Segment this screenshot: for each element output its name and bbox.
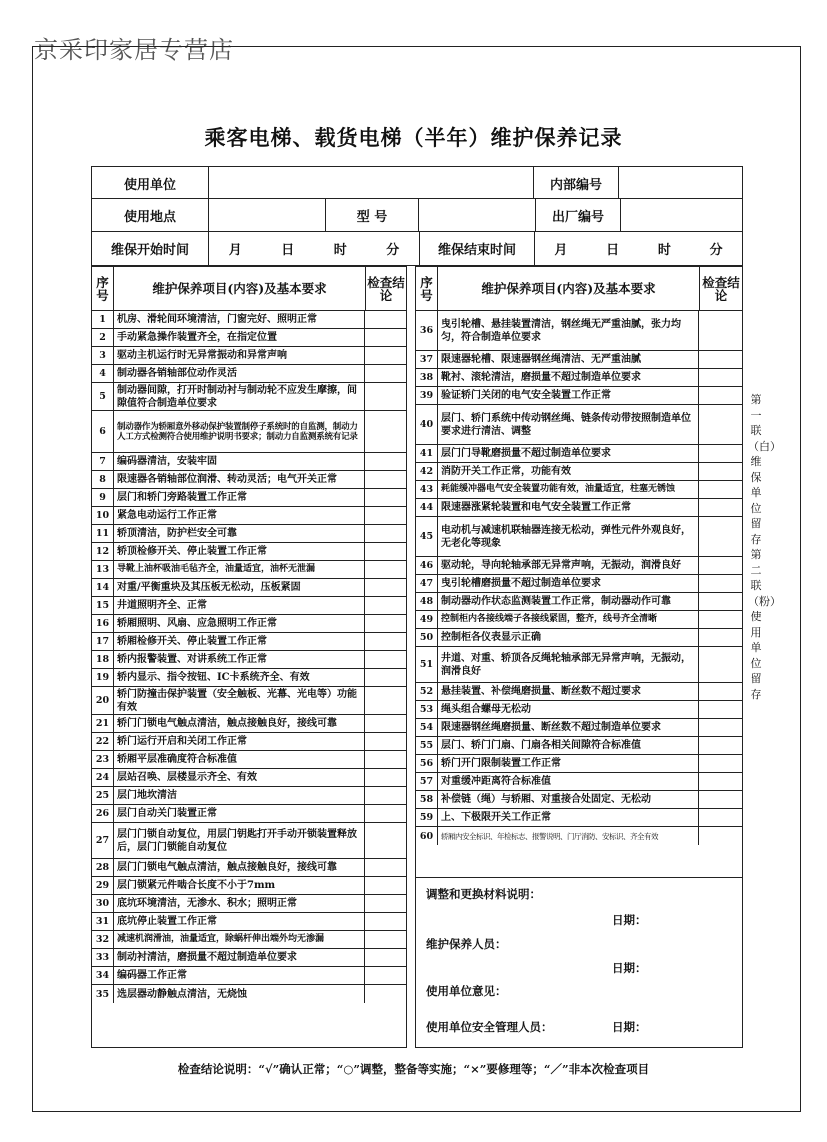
row-number: 56 — [416, 755, 438, 772]
row-item: 轿顶检修开关、停止装置工作正常 — [114, 543, 365, 560]
row-result-cell[interactable] — [365, 561, 406, 578]
row-number: 27 — [92, 823, 114, 858]
left-rows — [92, 311, 406, 1003]
row-item: 制动衬清洁，磨损量不超过制造单位要求 — [114, 949, 365, 966]
th-item-right: 维护保养项目(内容)及基本要求 — [438, 267, 700, 310]
row-result-cell[interactable] — [365, 895, 406, 912]
label-end-time: 维保结束时间 — [420, 232, 535, 265]
row-item: 轿厢照明、风扇、应急照明工作正常 — [114, 615, 365, 632]
row-item: 补偿链（绳）与轿厢、对重接合处固定、无松动 — [438, 791, 699, 808]
row-number: 25 — [92, 787, 114, 804]
table-row — [416, 387, 742, 405]
row-result-cell[interactable] — [365, 365, 406, 382]
row-number: 60 — [416, 827, 438, 845]
row-number: 40 — [416, 405, 438, 444]
row-number: 6 — [92, 411, 114, 452]
start-hour: 时 — [333, 243, 347, 258]
row-result-cell[interactable] — [365, 913, 406, 930]
row-item: 驱动主机运行时无异常振动和异常声响 — [114, 347, 365, 364]
end-month: 月 — [554, 243, 568, 258]
table-row — [92, 967, 406, 985]
row-result-cell[interactable] — [699, 701, 742, 718]
row-item: 控制柜内各接线端子各接线紧固，整齐，线号齐全清晰 — [438, 611, 699, 628]
row-item: 层门门锁电气触点清洁，触点接触良好，接线可靠 — [114, 859, 365, 876]
row-item: 选层器动静触点清洁，无烧蚀 — [114, 985, 365, 1003]
row-number: 23 — [92, 751, 114, 768]
row-number: 28 — [92, 859, 114, 876]
table-row — [92, 525, 406, 543]
row-result-cell[interactable] — [699, 311, 742, 350]
table-row — [92, 985, 406, 1003]
th-no: 序号 — [92, 267, 114, 310]
row-item: 限速器钢丝绳磨损量、断丝数不超过制造单位要求 — [438, 719, 699, 736]
row-item: 轿厢平层准确度符合标准值 — [114, 751, 365, 768]
row-number: 16 — [92, 615, 114, 632]
row-result-cell[interactable] — [699, 369, 742, 386]
row-number: 29 — [92, 877, 114, 894]
table-row — [92, 877, 406, 895]
row-result-cell[interactable] — [699, 809, 742, 826]
copy-side-note: 第一联（白）维保单位留存 第二联（粉）使用单位留存 — [748, 393, 781, 701]
table-row — [92, 633, 406, 651]
table-row — [92, 507, 406, 525]
table-row — [92, 859, 406, 877]
row-number: 24 — [92, 769, 114, 786]
row-number: 39 — [416, 387, 438, 404]
row-result-cell[interactable] — [365, 615, 406, 632]
row-result-cell[interactable] — [699, 791, 742, 808]
row-number: 5 — [92, 383, 114, 410]
row-number: 41 — [416, 445, 438, 462]
table-row — [92, 471, 406, 489]
row-result-cell[interactable] — [365, 579, 406, 596]
table-row — [416, 809, 742, 827]
table-row — [92, 597, 406, 615]
row-number: 9 — [92, 489, 114, 506]
row-item: 驱动轮，导向轮轴承部无异常声响，无振动，润滑良好 — [438, 557, 699, 574]
label-model: 型 号 — [356, 210, 388, 225]
end-minute: 分 — [709, 243, 723, 258]
row-result-cell[interactable] — [365, 985, 406, 1003]
row-number: 49 — [416, 611, 438, 628]
row-result-cell[interactable] — [365, 411, 406, 452]
notes-section — [416, 877, 742, 1048]
label-use-unit: 使用单位 — [92, 167, 209, 199]
row-result-cell[interactable] — [699, 827, 742, 845]
table-row — [92, 733, 406, 751]
row-result-cell[interactable] — [699, 611, 742, 628]
row-number: 46 — [416, 557, 438, 574]
row-number: 58 — [416, 791, 438, 808]
row-number: 57 — [416, 773, 438, 790]
table-row — [416, 593, 742, 611]
row-item: 井道照明齐全、正常 — [114, 597, 365, 614]
page-title: 乘客电梯、载货电梯（半年）维护保养记录 — [204, 125, 623, 150]
row-number: 7 — [92, 453, 114, 470]
row-number: 51 — [416, 647, 438, 682]
table-row — [92, 769, 406, 787]
row-result-cell[interactable] — [365, 489, 406, 506]
end-hour: 时 — [657, 243, 671, 258]
row-result-cell[interactable] — [365, 687, 406, 714]
table-row — [416, 463, 742, 481]
table-row — [416, 481, 742, 499]
table-row — [92, 669, 406, 687]
field-start-time[interactable] — [209, 232, 420, 265]
row-result-cell[interactable] — [365, 597, 406, 614]
row-result-cell[interactable] — [699, 463, 742, 480]
table-row — [416, 719, 742, 737]
row-result-cell[interactable] — [365, 859, 406, 876]
row-result-cell[interactable] — [699, 557, 742, 574]
row-number: 35 — [92, 985, 114, 1003]
table-row — [416, 517, 742, 557]
row-number: 19 — [92, 669, 114, 686]
row-number: 33 — [92, 949, 114, 966]
table-row — [92, 411, 406, 453]
row-item: 对重/平衡重块及其压板无松动，压板紧固 — [114, 579, 365, 596]
row-item: 限速器轮槽、限速器钢丝绳清洁、无严重油腻 — [438, 351, 699, 368]
row-item: 轿厢检修开关、停止装置工作正常 — [114, 633, 365, 650]
row-item: 层门、轿门系统中传动钢丝绳、链条传动带按照制造单位要求进行清洁、调整 — [438, 405, 699, 444]
table-row — [92, 489, 406, 507]
row-item: 轿厢内安全标识、年检标志、报警说明、门厅消防、安标识、齐全有效 — [438, 827, 699, 845]
row-item: 层门地坎清洁 — [114, 787, 365, 804]
table-row — [92, 329, 406, 347]
row-result-cell[interactable] — [699, 629, 742, 646]
row-item: 限速器各销轴部位润滑、转动灵活；电气开关正常 — [114, 471, 365, 488]
row-result-cell[interactable] — [365, 525, 406, 542]
row-number: 52 — [416, 683, 438, 700]
row-number: 54 — [416, 719, 438, 736]
row-item: 轿门防撞击保护装置（安全触板、光幕、光电等）功能有效 — [114, 687, 365, 714]
row-result-cell[interactable] — [365, 669, 406, 686]
row-item: 限速器涨紧轮装置和电气安全装置工作正常 — [438, 499, 699, 516]
row-result-cell[interactable] — [699, 575, 742, 592]
table-row — [416, 405, 742, 445]
row-number: 45 — [416, 517, 438, 556]
row-result-cell[interactable] — [365, 651, 406, 668]
field-internal-no[interactable] — [619, 167, 742, 199]
table-row — [92, 895, 406, 913]
table-row — [92, 579, 406, 597]
field-end-time[interactable] — [535, 232, 742, 265]
row-number: 18 — [92, 651, 114, 668]
end-day: 日 — [606, 243, 620, 258]
adjust-label: 调整和更换材料说明： — [426, 887, 541, 901]
row-item: 电动机与减速机联轴器连接无松动，弹性元件外观良好，无老化等现象 — [438, 517, 699, 556]
table-row — [416, 827, 742, 845]
start-month: 月 — [228, 243, 242, 258]
table-row — [92, 347, 406, 365]
table-row — [416, 737, 742, 755]
row-number: 17 — [92, 633, 114, 650]
field-factory-no[interactable] — [621, 199, 742, 232]
table-row — [416, 611, 742, 629]
table-row — [92, 561, 406, 579]
row-result-cell[interactable] — [365, 507, 406, 524]
th-item: 维护保养项目(内容)及基本要求 — [114, 267, 366, 310]
table-row — [92, 615, 406, 633]
table-row — [416, 369, 742, 387]
table-row — [92, 931, 406, 949]
row-result-cell[interactable] — [699, 683, 742, 700]
table-row — [92, 383, 406, 411]
row-result-cell[interactable] — [365, 633, 406, 650]
table-row — [416, 755, 742, 773]
table-row — [416, 647, 742, 683]
row-item: 控制柜各仪表显示正确 — [438, 629, 699, 646]
row-item: 编码器清洁，安装牢固 — [114, 453, 365, 470]
row-number: 12 — [92, 543, 114, 560]
table-row — [416, 629, 742, 647]
row-result-cell[interactable] — [365, 769, 406, 786]
row-result-cell[interactable] — [699, 481, 742, 498]
row-number: 47 — [416, 575, 438, 592]
row-number: 10 — [92, 507, 114, 524]
row-item: 层站召唤、层楼显示齐全、有效 — [114, 769, 365, 786]
row-item: 层门、轿门门扇、门扇各相关间隙符合标准值 — [438, 737, 699, 754]
row-item: 层门门导靴磨损量不超过制造单位要求 — [438, 445, 699, 462]
row-item: 悬挂装置、补偿绳磨损量、断丝数不超过要求 — [438, 683, 699, 700]
row-number: 43 — [416, 481, 438, 498]
table-row — [92, 543, 406, 561]
table-row — [92, 913, 406, 931]
row-item: 轿门开门限制装置工作正常 — [438, 755, 699, 772]
row-number: 50 — [416, 629, 438, 646]
row-item: 紧急电动运行工作正常 — [114, 507, 365, 524]
row-number: 20 — [92, 687, 114, 714]
row-result-cell[interactable] — [699, 517, 742, 556]
row-result-cell[interactable] — [365, 715, 406, 732]
row-item: 轿门门锁电气触点清洁，触点接触良好，接线可靠 — [114, 715, 365, 732]
table-row — [92, 687, 406, 715]
row-item: 编码器工作正常 — [114, 967, 365, 984]
adjust-date: 日期： — [612, 913, 647, 927]
row-result-cell[interactable] — [365, 471, 406, 488]
row-number: 30 — [92, 895, 114, 912]
staff-label: 维护保养人员： — [426, 937, 507, 951]
row-item: 消防开关工作正常，功能有效 — [438, 463, 699, 480]
row-item: 对重缓冲距离符合标准值 — [438, 773, 699, 790]
row-item: 层门锁紧元件啮合长度不小于7mm — [114, 877, 365, 894]
row-number: 34 — [92, 967, 114, 984]
row-result-cell[interactable] — [365, 383, 406, 410]
row-number: 55 — [416, 737, 438, 754]
row-result-cell[interactable] — [699, 593, 742, 610]
table-row — [92, 651, 406, 669]
row-result-cell[interactable] — [365, 877, 406, 894]
safety-label: 使用单位安全管理人员： — [426, 1020, 553, 1034]
row-result-cell[interactable] — [699, 405, 742, 444]
row-result-cell[interactable] — [699, 351, 742, 368]
th-no-right: 序号 — [416, 267, 438, 310]
row-item: 上、下极限开关工作正常 — [438, 809, 699, 826]
table-row — [92, 949, 406, 967]
row-result-cell[interactable] — [365, 347, 406, 364]
table-row — [416, 311, 742, 351]
table-row — [416, 773, 742, 791]
table-row — [92, 787, 406, 805]
field-use-unit[interactable] — [209, 167, 534, 199]
row-result-cell[interactable] — [365, 543, 406, 560]
row-item: 层门和轿门旁路装置工作正常 — [114, 489, 365, 506]
legend: 检查结论说明：“√”确认正常；“○”调整，整备等实施；“×”要修理等；“／”非本次检查项目 — [177, 1062, 650, 1076]
row-item: 层门自动关门装置正常 — [114, 805, 365, 822]
row-number: 8 — [92, 471, 114, 488]
row-item: 井道、对重、轿顶各反绳轮轴承部无异常声响，无振动，润滑良好 — [438, 647, 699, 682]
row-result-cell[interactable] — [365, 311, 406, 328]
table-row — [416, 351, 742, 369]
row-result-cell[interactable] — [365, 329, 406, 346]
row-number: 44 — [416, 499, 438, 516]
label-start-time: 维保开始时间 — [92, 232, 209, 265]
row-item: 验证轿门关闭的电气安全装置工作正常 — [438, 387, 699, 404]
row-result-cell[interactable] — [699, 647, 742, 682]
row-item: 靴衬、滚轮清洁，磨损量不超过制造单位要求 — [438, 369, 699, 386]
th-result-right: 检查结论 — [702, 274, 740, 303]
table-row — [92, 751, 406, 769]
row-item: 制动器各销轴部位动作灵活 — [114, 365, 365, 382]
row-number: 48 — [416, 593, 438, 610]
table-row — [416, 499, 742, 517]
field-use-location[interactable] — [209, 199, 326, 232]
row-item: 制动器动作状态监测装置工作正常，制动器动作可靠 — [438, 593, 699, 610]
row-number: 11 — [92, 525, 114, 542]
row-item: 轿门运行开启和关闭工作正常 — [114, 733, 365, 750]
label-internal-no: 内部编号 — [534, 167, 619, 199]
label-factory-no: 出厂编号 — [536, 199, 621, 232]
watermark: 京采印家居专营店 — [34, 36, 234, 64]
row-number: 1 — [92, 311, 114, 328]
row-item: 耗能缓冲器电气安全装置功能有效，油量适宜，柱塞无锈蚀 — [438, 481, 699, 498]
row-number: 15 — [92, 597, 114, 614]
start-day: 日 — [281, 243, 295, 258]
table-row — [92, 365, 406, 383]
checklist — [91, 266, 741, 1046]
th-result: 检查结论 — [367, 274, 405, 303]
row-number: 4 — [92, 365, 114, 382]
row-number: 3 — [92, 347, 114, 364]
row-item: 轿内显示、指令按钮、IC卡系统齐全、有效 — [114, 669, 365, 686]
row-result-cell[interactable] — [699, 387, 742, 404]
row-result-cell[interactable] — [699, 755, 742, 772]
row-number: 36 — [416, 311, 438, 350]
row-number: 38 — [416, 369, 438, 386]
row-item: 轿内报警装置、对讲系统工作正常 — [114, 651, 365, 668]
row-item: 绳头组合螺母无松动 — [438, 701, 699, 718]
row-result-cell[interactable] — [699, 773, 742, 790]
row-item: 层门门锁自动复位，用层门钥匙打开手动开锁装置释放后，层门门锁能自动复位 — [114, 823, 365, 858]
header-table — [91, 166, 741, 265]
row-number: 22 — [92, 733, 114, 750]
left-column — [91, 266, 407, 1048]
row-result-cell[interactable] — [365, 823, 406, 858]
row-result-cell[interactable] — [365, 805, 406, 822]
row-result-cell[interactable] — [365, 733, 406, 750]
row-item: 手动紧急操作装置齐全，在指定位置 — [114, 329, 365, 346]
row-result-cell[interactable] — [699, 719, 742, 736]
table-row — [416, 701, 742, 719]
table-row — [416, 791, 742, 809]
table-row — [416, 445, 742, 463]
field-model[interactable] — [418, 199, 536, 232]
right-column — [415, 266, 743, 1048]
row-number: 32 — [92, 931, 114, 948]
row-result-cell[interactable] — [365, 931, 406, 948]
row-item: 制动器作为轿厢意外移动保护装置制停子系统时的自监测，制动力人工方式检测符合使用维护说明书要求；制动力自监测系统有记录 — [114, 411, 365, 452]
row-number: 37 — [416, 351, 438, 368]
table-row — [416, 557, 742, 575]
table-row — [92, 453, 406, 471]
row-item: 曳引轮槽、悬挂装置清洁，钢丝绳无严重油腻，张力均匀，符合制造单位要求 — [438, 311, 699, 350]
row-number: 21 — [92, 715, 114, 732]
label-use-location: 使用地点 — [92, 199, 209, 232]
row-number: 59 — [416, 809, 438, 826]
row-item: 底坑停止装置工作正常 — [114, 913, 365, 930]
row-result-cell[interactable] — [699, 737, 742, 754]
table-row — [416, 683, 742, 701]
row-number: 53 — [416, 701, 438, 718]
row-item: 曳引轮槽磨损量不超过制造单位要求 — [438, 575, 699, 592]
row-result-cell[interactable] — [365, 751, 406, 768]
start-minute: 分 — [386, 243, 400, 258]
row-result-cell[interactable] — [365, 453, 406, 470]
row-item: 制动器间隙，打开时制动衬与制动轮不应发生摩擦，间隙值符合制造单位要求 — [114, 383, 365, 410]
opinion-label: 使用单位意见： — [426, 984, 507, 998]
row-result-cell[interactable] — [699, 499, 742, 516]
right-rows — [416, 311, 742, 845]
table-row — [92, 823, 406, 859]
row-item: 底坑环境清洁，无渗水、积水；照明正常 — [114, 895, 365, 912]
row-number: 42 — [416, 463, 438, 480]
table-row — [92, 805, 406, 823]
row-result-cell[interactable] — [699, 445, 742, 462]
row-item: 机房、滑轮间环境清洁，门窗完好、照明正常 — [114, 311, 365, 328]
row-number: 13 — [92, 561, 114, 578]
safety-date: 日期： — [612, 1020, 647, 1034]
row-item: 轿顶清洁，防护栏安全可靠 — [114, 525, 365, 542]
row-item: 减速机润滑油，油量适宜，除蜗杆伸出端外均无渗漏 — [114, 931, 365, 948]
row-number: 14 — [92, 579, 114, 596]
row-result-cell[interactable] — [365, 967, 406, 984]
row-number: 31 — [92, 913, 114, 930]
table-row — [92, 715, 406, 733]
staff-date: 日期： — [612, 961, 647, 975]
row-result-cell[interactable] — [365, 949, 406, 966]
row-item: 导靴上油杯吸油毛毡齐全，油量适宜，油杯无泄漏 — [114, 561, 365, 578]
table-row — [92, 311, 406, 329]
row-number: 2 — [92, 329, 114, 346]
table-row — [416, 575, 742, 593]
row-number: 26 — [92, 805, 114, 822]
row-result-cell[interactable] — [365, 787, 406, 804]
